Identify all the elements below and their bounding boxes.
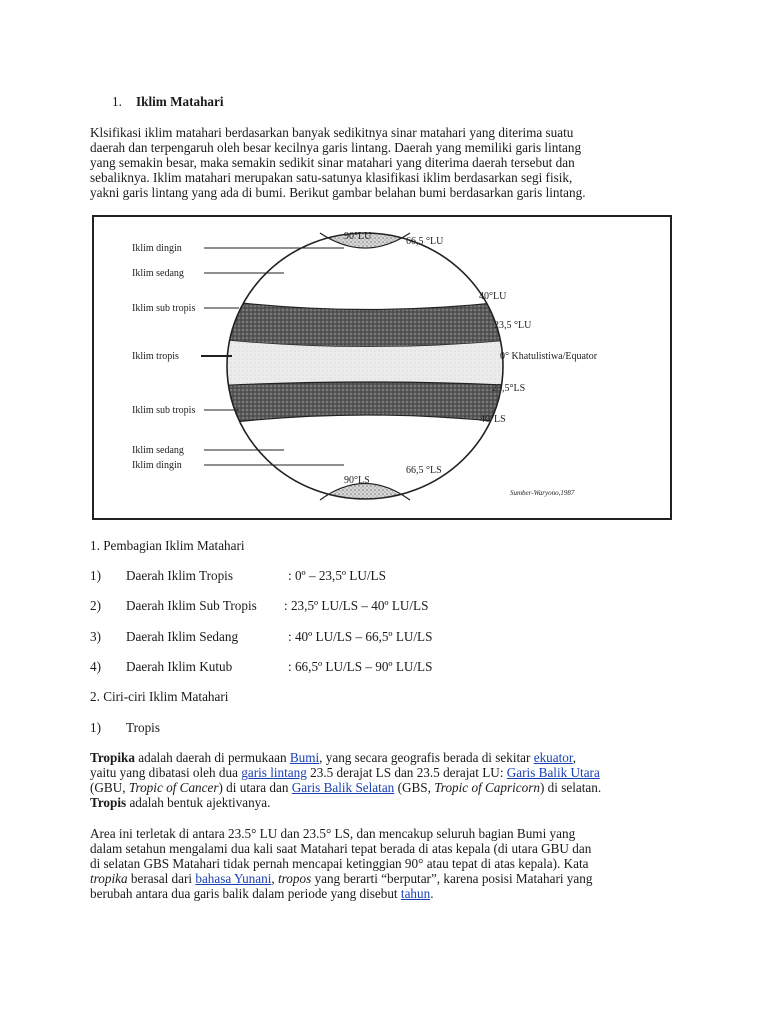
row-range: : 66,5º LU/LS – 90º LU/LS [288,659,433,674]
label-iklim-subtropis-south: Iklim sub tropis [132,405,196,416]
row-number: 1) [90,568,101,583]
characteristics-title: 2. Ciri-ciri Iklim Matahari [90,689,229,704]
label-40-ls: 40°LS [480,414,506,425]
label-235-ls: 23,5°LS [492,383,526,394]
label-iklim-tropis: Iklim tropis [132,351,179,362]
term-tropika: Tropika [90,750,135,765]
section-title: Iklim Matahari [136,94,224,109]
label-iklim-sedang-south: Iklim sedang [132,445,184,456]
north-subtropic-band [194,297,544,347]
row-name: Daerah Iklim Sedang [126,629,239,644]
north-polar-cap [314,217,416,232]
term-tropis: Tropis [90,795,127,810]
label-235-lu: 23,5 °LU [494,320,532,331]
link-garis-balik-selatan[interactable]: Garis Balik Selatan [291,780,395,795]
intro-line: yakni garis lintang yang ada di bumi. Berikut gambar belahan bumi berdasarkan garis lintang. [90,185,586,200]
link-ekuator[interactable]: ekuator [533,750,573,765]
intro-paragraph [90,125,690,200]
label-iklim-dingin-south: Iklim dingin [132,460,182,471]
link-garis-lintang[interactable]: garis lintang [241,765,307,780]
label-iklim-sedang-north: Iklim sedang [132,268,184,279]
row-number: 4) [90,659,101,674]
label-iklim-dingin-north: Iklim dingin [132,243,182,254]
label-90-lu: 90°LU [344,231,372,242]
row-number: 2) [90,598,101,613]
item-number: 1) [90,720,101,735]
item-name: Tropis [126,720,160,735]
row-range: : 23,5º LU/LS – 40º LU/LS [284,598,429,613]
tropika-paragraph: Tropika adalah daerah di permukaan Bumi, yang secara geografis berada di sekitar ekuator, yaitu yang dibatasi oleh dua garis lintang 23.5 derajat LS dan 23.5 derajat LU: Garis Balik Utara (GBU, Tropic of Cancer) di utara dan Garis Balik Selatan (GBS, Tropic of Capricorn) di selatan. Tropis adalah bentuk ajektivanya. [90,750,602,810]
label-iklim-subtropis-north: Iklim sub tropis [132,303,196,314]
row-name: Daerah Iklim Kutub [126,659,233,674]
link-bahasa-yunani[interactable]: bahasa Yunani [195,871,272,886]
label-90-ls: 90°LS [344,475,370,486]
link-bumi[interactable]: Bumi [289,750,320,765]
figure-source: Sumber-Waryono,1987 [510,489,575,497]
intro-line: sebaliknya. Iklim matahari merupakan satu-satunya klasifikasi iklim berdasarkan segi fisik, [90,170,573,185]
climate-zone-figure [92,215,672,520]
intro-line: daerah dan terpengaruh oleh besar kecilnya garis lintang. Daerah yang memiliki garis lintang [90,140,582,155]
row-range: : 40º LU/LS – 66,5º LU/LS [288,629,433,644]
intro-line: yang semakin besar, maka semakin sedikit sinar matahari yang diterima daerah tersebut dan [90,155,575,170]
row-range: : 0º – 23,5º LU/LS [288,568,386,583]
row-number: 3) [90,629,101,644]
climate-zone-diagram [94,217,669,517]
intro-line: Klsifikasi iklim matahari berdasarkan banyak sedikitnya sinar matahari yang diterima suatu [90,125,574,140]
division-title: 1. Pembagian Iklim Matahari [90,538,245,553]
row-name: Daerah Iklim Tropis [126,568,233,583]
section-number: 1. [112,94,122,109]
label-66-ls: 66,5 °LS [406,465,442,476]
label-66-lu: 66,5 °LU [406,236,444,247]
link-tahun[interactable]: tahun [400,886,431,901]
label-equator: 0° Khatulistiwa/Equator [500,351,598,362]
link-garis-balik-utara[interactable]: Garis Balik Utara [506,765,600,780]
row-name: Daerah Iklim Sub Tropis [126,598,257,613]
label-40-lu: 40°LU [479,291,507,302]
area-paragraph: Area ini terletak di antara 23.5° LU dan 23.5° LS, dan mencakup seluruh bagian Bumi yang dalam setahun mengalami dua kali saat Matahari tepat berada di atas kepala (di utara GBU dan di selatan GBS Matahari tidak pernah mencapai ketinggian 90° atau tepat di atas kepala). Kata tropika berasal dari bahasa Yunani, tropos yang berarti “berputar”, karena posisi Matahari yang berubah antara dua garis balik dalam periode yang disebut tahun. [90,826,593,901]
south-polar-cap [319,484,411,517]
